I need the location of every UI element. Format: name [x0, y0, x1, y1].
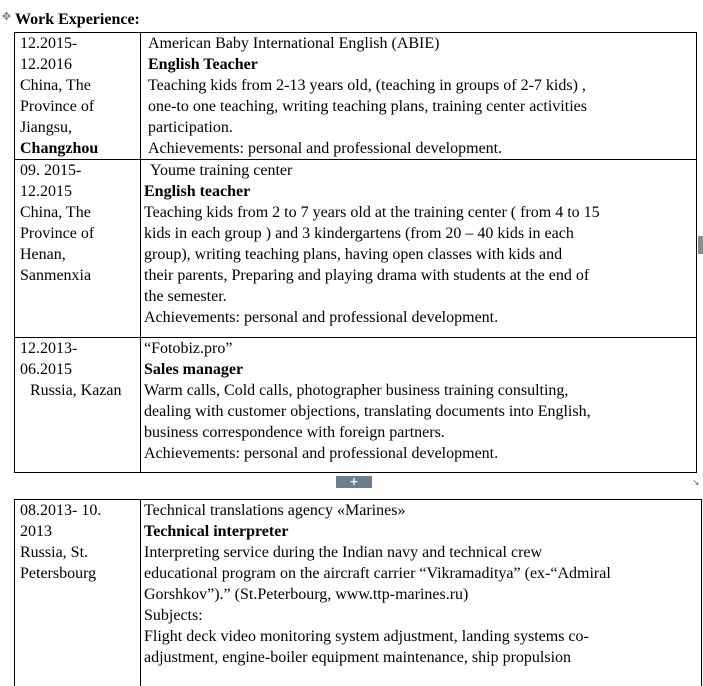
achievements-label: Achievements: — [148, 140, 244, 157]
description-line: Flight deck video monitoring system adjustment, landing systems co- — [144, 628, 589, 645]
date-end: 2013 — [20, 523, 52, 540]
location-line: Petersbourg — [20, 565, 97, 582]
location-line: China, The — [20, 77, 91, 94]
job-position: English teacher — [144, 183, 251, 200]
date-location-cell — [15, 160, 141, 338]
description-line: dealing with customer objections, translating documents into English, — [144, 403, 591, 420]
achievements-text: personal and professional development. — [239, 309, 499, 326]
achievements-text: personal and professional development. — [243, 140, 503, 157]
achievements-label: Achievements: — [144, 309, 240, 326]
description-line: their parents, Preparing and playing drama with students at the end of — [144, 267, 590, 284]
location-line: Russia, Kazan — [30, 382, 122, 399]
table-row — [15, 338, 697, 473]
achievements-line — [144, 307, 696, 328]
description-line: Gorshkov”).” (St.Peterbourg, www.ttp-marines.ru) — [144, 586, 469, 603]
job-position: Sales manager — [144, 361, 244, 378]
date-start: 12.2015- — [20, 35, 78, 52]
experience-table — [14, 32, 697, 473]
company-name: American Baby International English (ABIE) — [148, 35, 440, 52]
date-end: 06.2015 — [20, 361, 72, 378]
plus-icon: + — [349, 475, 359, 488]
description-line: business correspondence with foreign partners. — [144, 424, 445, 441]
achievements-line — [148, 138, 696, 159]
job-details-cell — [141, 160, 697, 338]
date-start: 12.2013- — [20, 340, 78, 357]
achievements-label: Achievements: — [144, 445, 240, 462]
description-line: the semester. — [144, 288, 227, 305]
insert-row-button[interactable] — [336, 476, 372, 488]
achievements-line — [144, 443, 696, 464]
date-location-cell — [15, 500, 141, 686]
date-location-cell — [15, 338, 141, 473]
description-line: participation. — [148, 119, 233, 136]
location-line: Henan, — [20, 246, 66, 263]
job-details-cell — [141, 33, 697, 160]
location-line: China, The — [20, 204, 91, 221]
date-end: 12.2015 — [20, 183, 72, 200]
description-line: Subjects: — [144, 607, 203, 624]
description-line: Teaching kids from 2-13 years old, (teaching in groups of 2-7 kids) , — [148, 77, 586, 94]
location-line: Jiangsu, — [20, 119, 72, 136]
experience-table-continued — [14, 499, 702, 686]
section-title: Work Experience: — [15, 11, 140, 28]
job-position: Technical interpreter — [144, 523, 289, 540]
table-row — [15, 33, 697, 160]
description-line: Interpreting service during the Indian navy and technical crew — [144, 544, 543, 561]
date-start: 08.2013- 10. — [20, 502, 102, 519]
job-position: English Teacher — [148, 56, 258, 73]
description-line: kids in each group ) and 3 kindergartens (from 20 – 40 kids in each — [144, 225, 574, 242]
description-line: educational program on the aircraft carrier “Vikramaditya” (ex-“Admiral — [144, 565, 611, 582]
description-line: one-to one teaching, writing teaching plans, training center activities — [148, 98, 587, 115]
description-line: Warm calls, Cold calls, photographer business training consulting, — [144, 382, 569, 399]
table-row — [15, 500, 702, 686]
date-location-cell — [15, 33, 141, 160]
resize-corner-icon[interactable]: ↘ — [692, 478, 700, 488]
company-name: “Fotobiz.pro” — [144, 340, 233, 357]
table-row — [15, 160, 697, 338]
table-resize-handle[interactable] — [698, 236, 703, 254]
company-name: Technical translations agency «Marines» — [144, 502, 406, 519]
job-details-cell — [141, 500, 702, 686]
description-line: group), writing teaching plans, having open classes with kids and — [144, 246, 563, 263]
table-move-handle-icon[interactable]: ✥ — [1, 10, 12, 23]
job-details-cell — [141, 338, 697, 473]
description-line: adjustment, engine-boiler equipment maintenance, ship propulsion — [144, 649, 572, 666]
achievements-text: personal and professional development. — [239, 445, 499, 462]
location-line: Sanmenxia — [20, 267, 92, 284]
company-name: Youme training center — [150, 162, 293, 179]
location-line: Russia, St. — [20, 544, 89, 561]
location-city: Changzhou — [20, 140, 99, 157]
location-line: Province of — [20, 98, 95, 115]
date-start: 09. 2015- — [20, 162, 82, 179]
location-line: Province of — [20, 225, 95, 242]
description-line: Teaching kids from 2 to 7 years old at the training center ( from 4 to 15 — [144, 204, 600, 221]
date-end: 12.2016 — [20, 56, 72, 73]
